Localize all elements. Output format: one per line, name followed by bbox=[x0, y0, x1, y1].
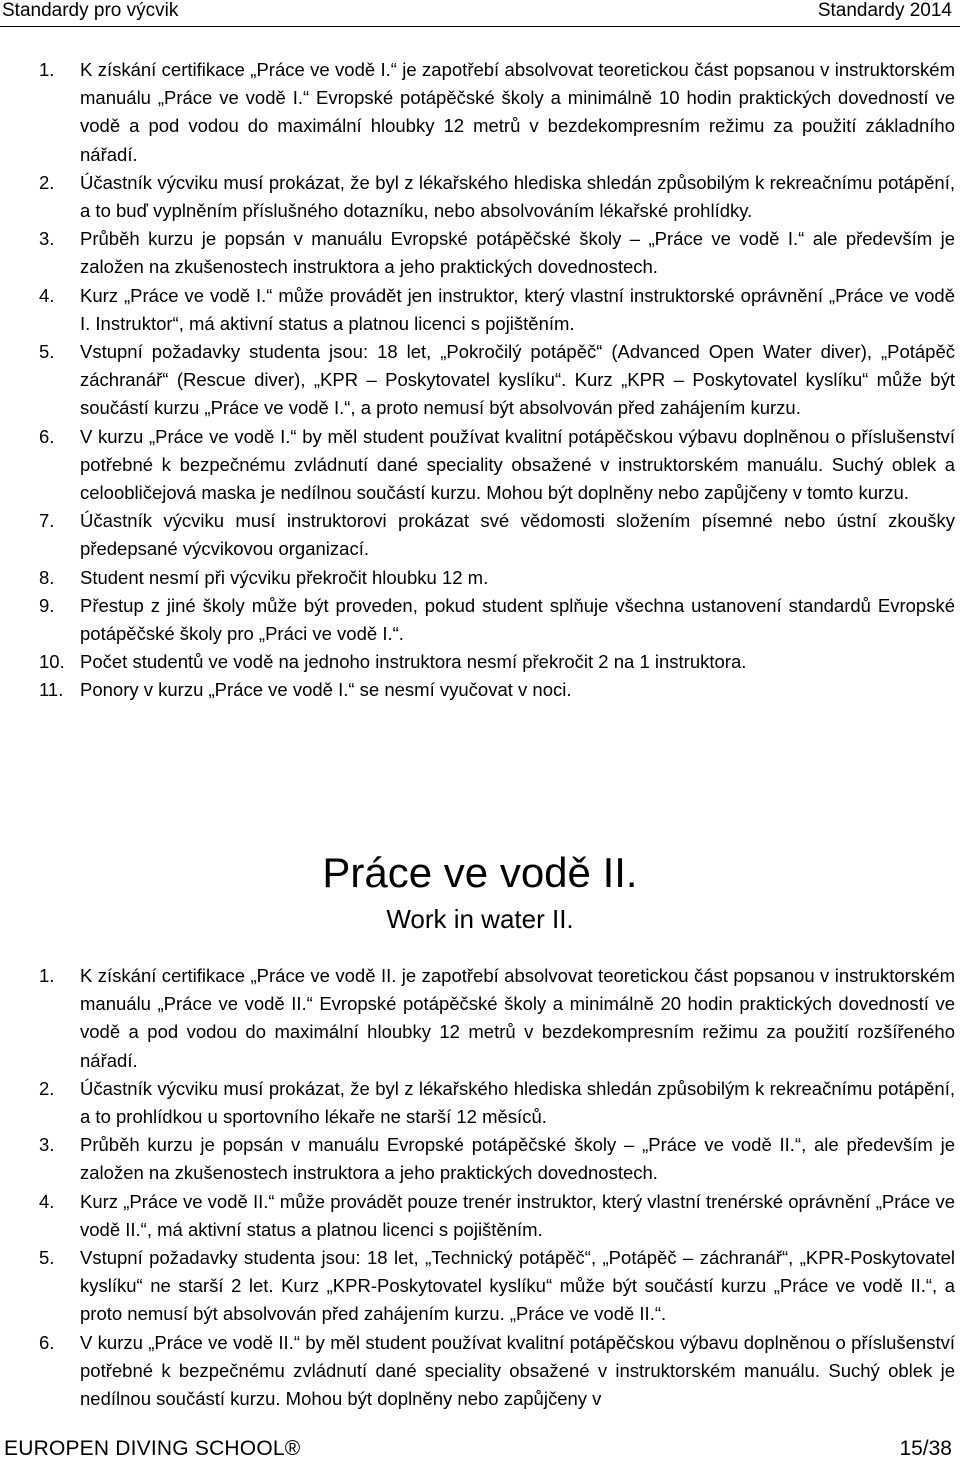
item-text: V kurzu „Práce ve vodě II.“ by měl student používat kvalitní potápěčskou výbavu doplněnou o příslušenství potřebné k bezpečnému zvládnutí dané speciality obsažené v instruktorském manuálu. Suchý oblek je nedílnou součástí kurzu. Mohou být doplněny nebo zapůjčeny v bbox=[80, 1331, 955, 1410]
list-item bbox=[0, 1188, 960, 1244]
footer-school-name: EUROPEN DIVING SCHOOL® bbox=[4, 1437, 301, 1460]
item-number: 11. bbox=[39, 679, 64, 701]
list-item bbox=[0, 1075, 960, 1131]
page-number: 15/38 bbox=[899, 1437, 952, 1460]
list-item bbox=[0, 56, 960, 169]
list-item bbox=[0, 282, 960, 338]
item-text: Kurz „Práce ve vodě I.“ může provádět jen instruktor, který vlastní instruktorské oprávnění „Práce ve vodě I. Instruktor“, má aktivní status a platnou licenci s pojištěním. bbox=[80, 284, 955, 334]
item-number: 6. bbox=[39, 425, 55, 447]
list-item bbox=[0, 507, 960, 563]
item-text: Přestup z jiné školy může být proveden, pokud student splňuje všechna ustanovení standardů Evropské potápěčské školy pro „Práci ve vodě I.“. bbox=[80, 594, 955, 645]
item-text: Průběh kurzu je popsán v manuálu Evropské potápěčské školy – „Práce ve vodě II.“, ale především je založen na zkušenostech instruktora a jeho praktických dovednostech. bbox=[80, 1134, 955, 1184]
list-item bbox=[0, 169, 960, 225]
page-header bbox=[0, 0, 960, 27]
item-number: 7. bbox=[39, 510, 55, 532]
item-text: Vstupní požadavky studenta jsou: 18 let, „Technický potápěč“, „Potápěč – záchranář“, „KPR-Poskytovatel kyslíku“ ne starší 2 let. Kurz „KPR-Poskytovatel kyslíku“ může být součástí kurzu „Práce ve vodě II.“, a proto nemusí být absolvován před zahájením kurzu. „Práce ve vodě II.“. bbox=[80, 1247, 955, 1325]
section2-list bbox=[0, 962, 960, 1413]
list-item bbox=[0, 338, 960, 423]
item-number: 1. bbox=[39, 965, 55, 986]
item-number: 4. bbox=[39, 1190, 55, 1212]
item-number: 1. bbox=[39, 59, 55, 80]
list-item bbox=[0, 648, 960, 676]
item-number: 6. bbox=[39, 1331, 55, 1353]
item-number: 5. bbox=[39, 1247, 55, 1269]
item-number: 8. bbox=[39, 566, 55, 588]
list-item bbox=[0, 564, 960, 592]
item-text: Student nesmí při výcviku překročit hloubku 12 m. bbox=[80, 566, 489, 588]
item-text: Kurz „Práce ve vodě II.“ může provádět pouze trenér instruktor, který vlastní trenérské oprávnění „Práce ve vodě II.“, má aktivní status a platnou licenci s pojištěním. bbox=[80, 1190, 955, 1240]
list-item bbox=[0, 676, 960, 704]
item-text: K získání certifikace „Práce ve vodě I.“ je zapotřebí absolvovat teoretickou část popsanou v instruktorském manuálu „Práce ve vodě I.“ Evropské potápěčské školy a minimálně 10 hodin praktických dovedností ve vodě a pod vodou do maximální hloubky 12 metrů v bezdekompresním režimu za použití základního nářadí. bbox=[80, 59, 955, 165]
item-text: Účastník výcviku musí prokázat, že byl z lékařského hlediska shledán způsobilým k rekreačnímu potápění, a to prohlídkou u sportovního lékaře ne starší 12 měsíců. bbox=[80, 1077, 955, 1128]
list-item bbox=[0, 1329, 960, 1414]
item-text: Počet studentů ve vodě na jednoho instruktora nesmí překročit 2 na 1 instruktora. bbox=[80, 651, 747, 673]
item-text: Průběh kurzu je popsán v manuálu Evropské potápěčské školy – „Práce ve vodě I.“ ale především je založen na zkušenostech instruktora a jeho praktických dovednostech. bbox=[80, 228, 955, 278]
item-text: Účastník výcviku musí instruktorovi prokázat své vědomosti složením písemné nebo ústní zkoušky předepsané výcvikovou organizací. bbox=[80, 510, 955, 560]
item-text: Vstupní požadavky studenta jsou: 18 let, „Pokročilý potápěč“ (Advanced Open Water diver), „Potápěč záchranář“ (Rescue diver), „KPR – Poskytovatel kyslíku“. Kurz „KPR – Poskytovatel kyslíku“ může být součástí kurzu „Práce ve vodě I.“, a proto nemusí být absolvován před zahájením kurzu. bbox=[80, 341, 955, 419]
list-item bbox=[0, 1131, 960, 1187]
item-number: 2. bbox=[39, 1077, 55, 1099]
header-year: Standardy 2014 bbox=[817, 0, 952, 21]
item-text: Ponory v kurzu „Práce ve vodě I.“ se nesmí vyučovat v noci. bbox=[80, 679, 572, 701]
list-item bbox=[0, 962, 960, 1075]
item-number: 3. bbox=[39, 228, 55, 250]
section1-list bbox=[0, 56, 960, 705]
item-text: K získání certifikace „Práce ve vodě II. je zapotřebí absolvovat teoretickou část popsanou v instruktorském manuálu „Práce ve vodě II.“ Evropské potápěčské školy a minimálně 20 hodin praktických dovedností ve vodě a pod vodou do maximální hloubky 12 metrů v bezdekompresním režimu za použití rozšířeného nářadí. bbox=[80, 965, 955, 1071]
list-item bbox=[0, 423, 960, 508]
list-item bbox=[0, 225, 960, 281]
list-item bbox=[0, 592, 960, 648]
section-subtitle: Work in water II. bbox=[386, 904, 574, 934]
item-number: 9. bbox=[39, 594, 55, 616]
item-text: Účastník výcviku musí prokázat, že byl z lékařského hlediska shledán způsobilým k rekreačnímu potápění, a to buď vyplněním příslušného dotazníku, nebo absolvováním lékařské prohlídky. bbox=[80, 171, 955, 222]
item-number: 10. bbox=[39, 651, 65, 673]
item-text: V kurzu „Práce ve vodě I.“ by měl student používat kvalitní potápěčskou výbavu doplněnou o příslušenství potřebné k bezpečnému zvládnutí dané speciality obsažené v instruktorském manuálu. Suchý oblek a celoobličejová maska je nedílnou součástí kurzu. Mohou být doplněny nebo zapůjčeny v tomto kurzu. bbox=[80, 425, 955, 504]
item-number: 5. bbox=[39, 341, 55, 363]
item-number: 4. bbox=[39, 284, 55, 306]
section-title: Práce ve vodě II. bbox=[322, 849, 638, 896]
header-title: Standardy pro výcvik bbox=[2, 0, 179, 21]
list-item bbox=[0, 1244, 960, 1329]
item-number: 2. bbox=[39, 171, 55, 193]
item-number: 3. bbox=[39, 1134, 55, 1156]
